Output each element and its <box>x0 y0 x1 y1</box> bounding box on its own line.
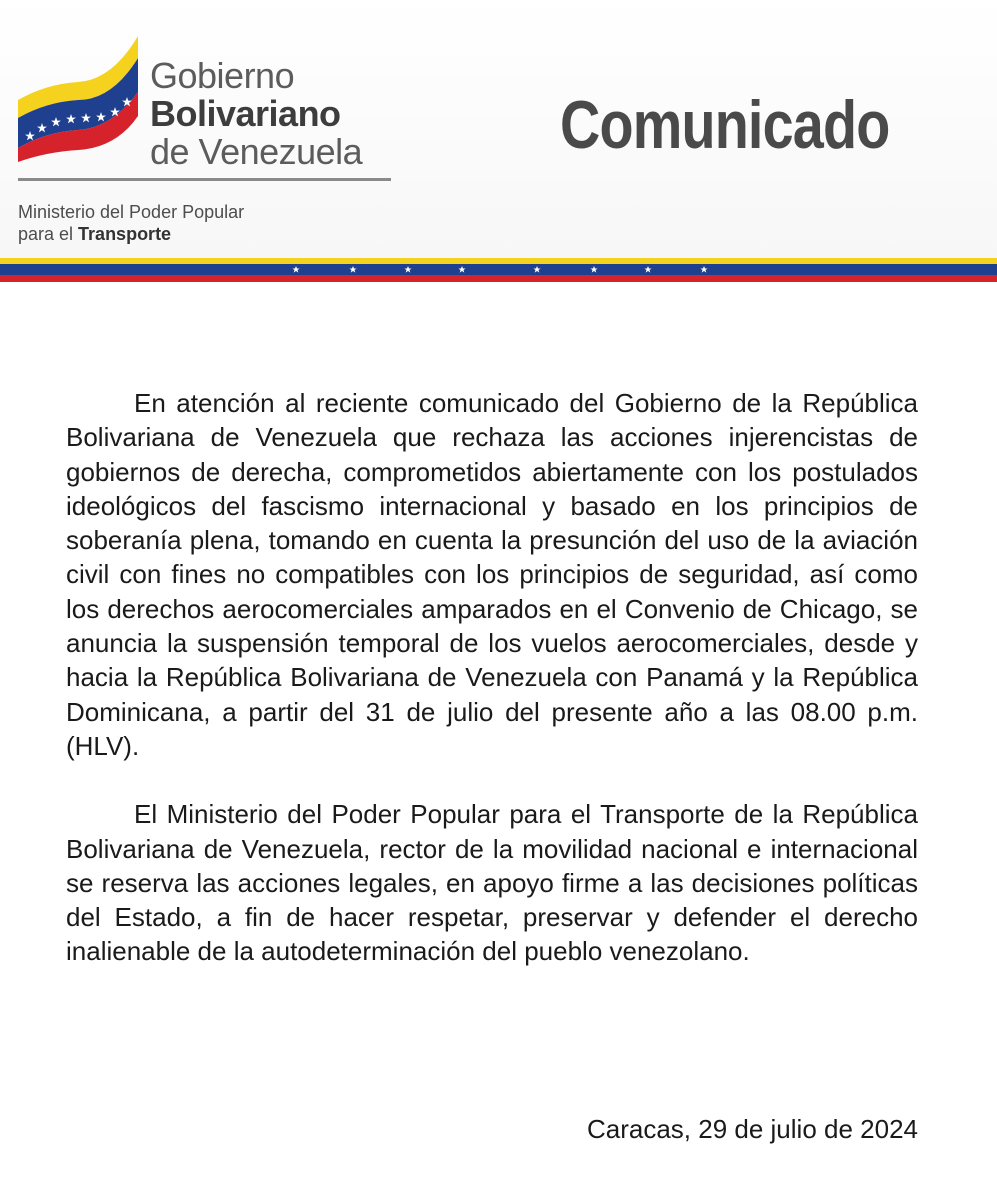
venezuela-flag-logo <box>16 30 142 164</box>
flag-stripes-band <box>0 258 997 282</box>
stripe-blue <box>0 264 997 275</box>
document-title: Comunicado <box>560 87 890 163</box>
wordmark-line-venezuela: de Venezuela <box>150 131 363 172</box>
government-wordmark <box>150 55 363 172</box>
communique-body <box>66 386 918 1003</box>
stripe-yellow <box>0 258 997 264</box>
ministry-line-2 <box>18 223 244 245</box>
ministry-name <box>18 201 244 245</box>
ministry-line-2-prefix: para el <box>18 224 79 244</box>
paragraph-flight-suspension: En atención al reciente comunicado del Gobierno de la República Bolivariana de Venezuela que rechaza las acciones injerencistas de gobiernos de derecha, comprometidos abiertamente con los postulados ideológicos del fascismo internacional y basado en los principios de soberanía plena, tomando en cuenta la presunción del uso de la aviación civil con fines no compatibles con los principios de seguridad, así como los derechos aerocomerciales amparados en el Convenio de Chicago, se anuncia la suspensión temporal de los vuelos aerocomerciales, desde y hacia la República Bolivariana de Venezuela con Panamá y la República Dominicana, a partir del 31 de julio del presente año a las 08.00 p.m. (HLV). <box>66 388 918 761</box>
paragraph-ministry-statement: El Ministerio del Poder Popular para el Transporte de la República Bolivariana de Venezuela, rector de la movilidad nacional e internacional se reserva las acciones legales, en apoyo firme a las decisiones políticas del Estado, a fin de hacer respetar, preservar y defender el derecho inalienable de la autodeterminación del pueblo venezolano. <box>66 799 918 967</box>
document-header <box>0 0 997 258</box>
wordmark-line-bolivariano: Bolivariano <box>150 93 341 134</box>
ministry-transporte: Transporte <box>78 224 172 244</box>
stripe-red <box>0 275 997 282</box>
wordmark-divider <box>18 178 391 181</box>
wordmark-line-gobierno: Gobierno <box>150 55 295 96</box>
ministry-line-1: Ministerio del Poder Popular <box>18 202 245 222</box>
place-and-date: Caracas, 29 de julio de 2024 <box>586 1114 918 1144</box>
